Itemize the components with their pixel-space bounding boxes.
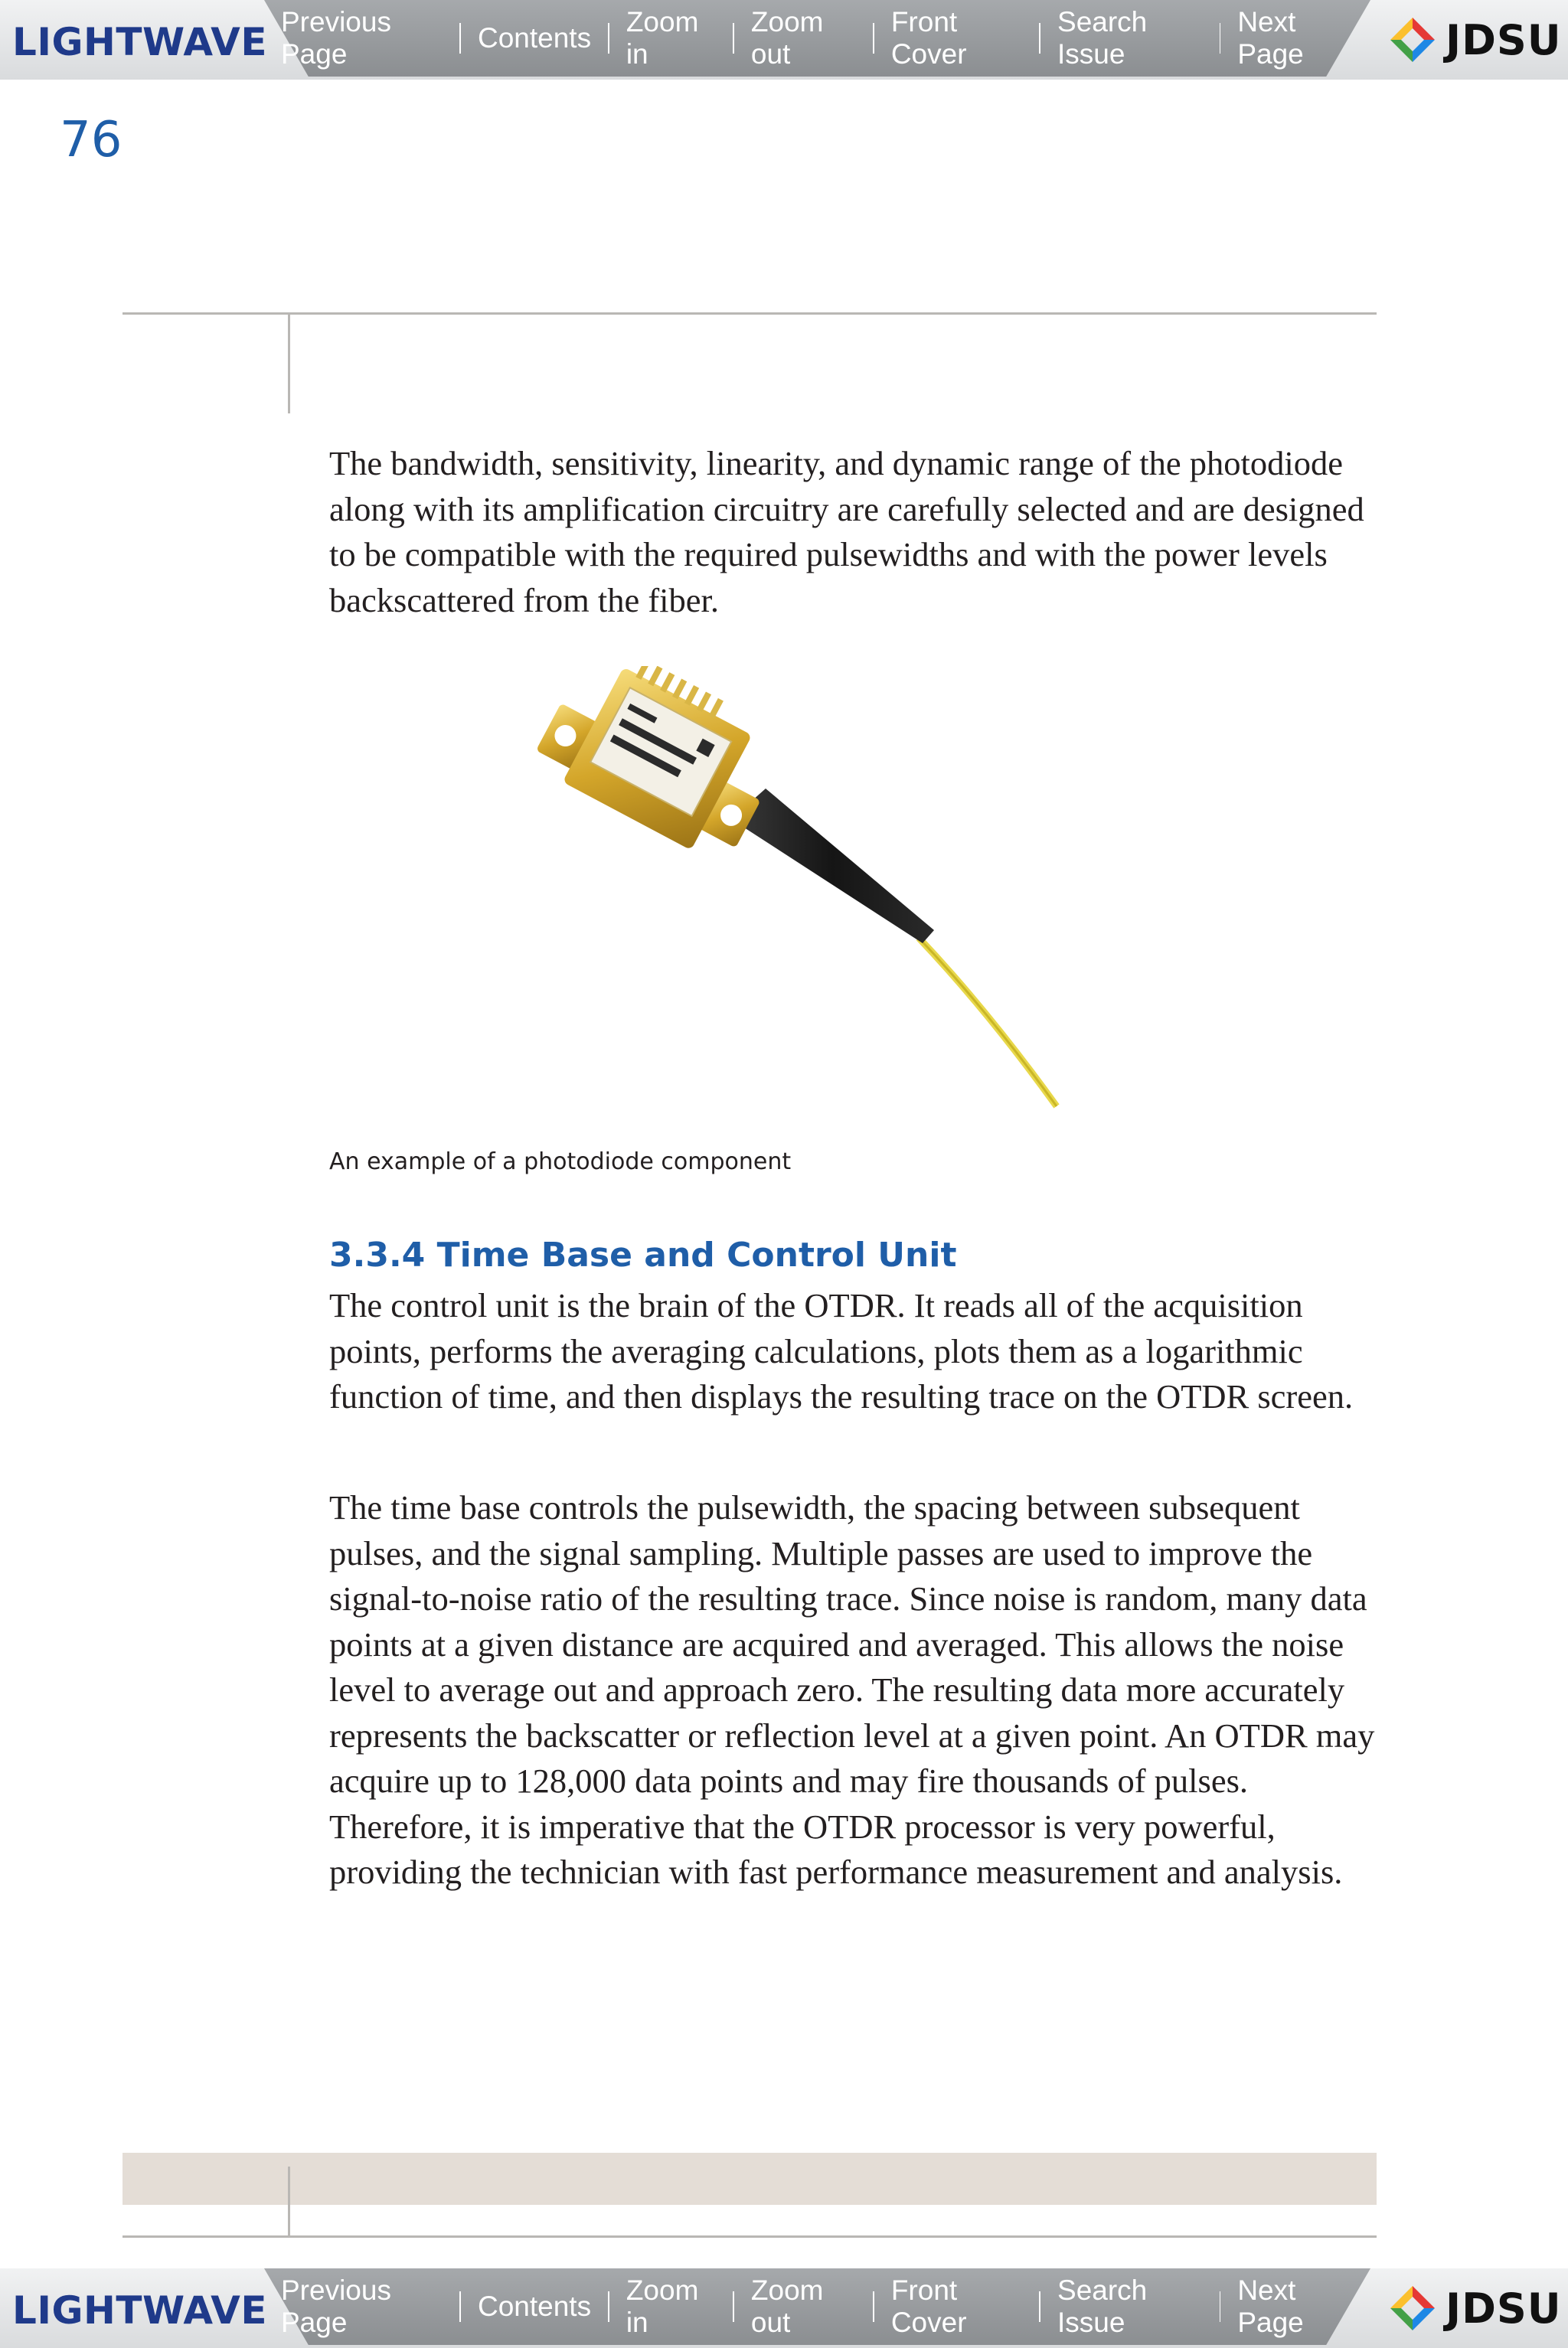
photodiode-component-photo: [521, 666, 1072, 1118]
contents-button[interactable]: Contents: [477, 2291, 592, 2322]
bottom-rule: [122, 2235, 1377, 2238]
jdsu-diamond-icon: [1387, 2283, 1438, 2333]
bottom-navigation-bar: [0, 2268, 1568, 2348]
figure-caption: An example of a photodiode component: [329, 1148, 792, 1175]
lightwave-logo[interactable]: LIGHTWAVE: [12, 2288, 268, 2333]
zoom-in-button[interactable]: Zoom in: [626, 6, 699, 70]
body-paragraph-3: The time base controls the pulsewidth, the spacing between subsequent pulses, and the signal sampling. Multiple passes are used to improve the signal-to-noise ratio of the resulting trace. Since noise is random, many data points at a given distance are acquired and averaged. This allows the noise level to average out and approach zero. The resulting data more accurately represents the backscatter or reflection level at a given point. An OTDR may acquire up to 128,000 data points and may fire thousands of pulses. Therefore, it is imperative that the OTDR processor is very powerful, providing the technician with fast performance measurement and analysis.: [329, 1488, 1375, 1891]
lightwave-logo[interactable]: LIGHTWAVE: [12, 20, 268, 64]
top-navigation-bar: [0, 0, 1568, 80]
next-page-button[interactable]: Next Page: [1237, 6, 1304, 70]
search-issue-button[interactable]: Search Issue: [1057, 2275, 1148, 2338]
front-cover-button[interactable]: Front Cover: [890, 6, 967, 70]
jdsu-logo[interactable]: [1387, 2285, 1562, 2331]
jdsu-logo-text: JDSU: [1446, 2284, 1562, 2333]
search-issue-button[interactable]: Search Issue: [1057, 6, 1148, 70]
bottom-rule-tick: [288, 2167, 290, 2235]
top-rule: [122, 312, 1377, 315]
body-paragraph-2: The control unit is the brain of the OTDR. It reads all of the acquisition points, performs the averaging calculations, plots them as a logarithmic function of time, and then displays the resulting trace on the OTDR screen.: [329, 1286, 1354, 1416]
contents-button[interactable]: Contents: [477, 22, 592, 54]
previous-page-button[interactable]: Previous Page: [281, 6, 391, 70]
nav-items: [264, 0, 1370, 77]
top-rule-tick: [288, 314, 290, 413]
zoom-out-button[interactable]: Zoom out: [750, 6, 824, 70]
next-page-button[interactable]: Next Page: [1237, 2275, 1304, 2338]
jdsu-logo-text: JDSU: [1446, 15, 1562, 64]
section-heading: 3.3.4 Time Base and Control Unit: [329, 1236, 957, 1275]
zoom-out-button[interactable]: Zoom out: [750, 2275, 824, 2338]
zoom-in-button[interactable]: Zoom in: [626, 2275, 699, 2338]
nav-items: [264, 2268, 1370, 2345]
previous-page-button[interactable]: Previous Page: [281, 2275, 391, 2338]
front-cover-button[interactable]: Front Cover: [890, 2275, 967, 2338]
body-paragraph-1: The bandwidth, sensitivity, linearity, and dynamic range of the photodiode along with its amplification circuitry are carefully selected and are designed to be compatible with the required pulsewidths and with the power levels backscattered from the fiber.: [329, 444, 1364, 619]
jdsu-diamond-icon: [1387, 15, 1438, 65]
jdsu-logo[interactable]: [1387, 17, 1562, 63]
footer-band: [122, 2153, 1377, 2205]
page-number: 76: [60, 112, 122, 168]
